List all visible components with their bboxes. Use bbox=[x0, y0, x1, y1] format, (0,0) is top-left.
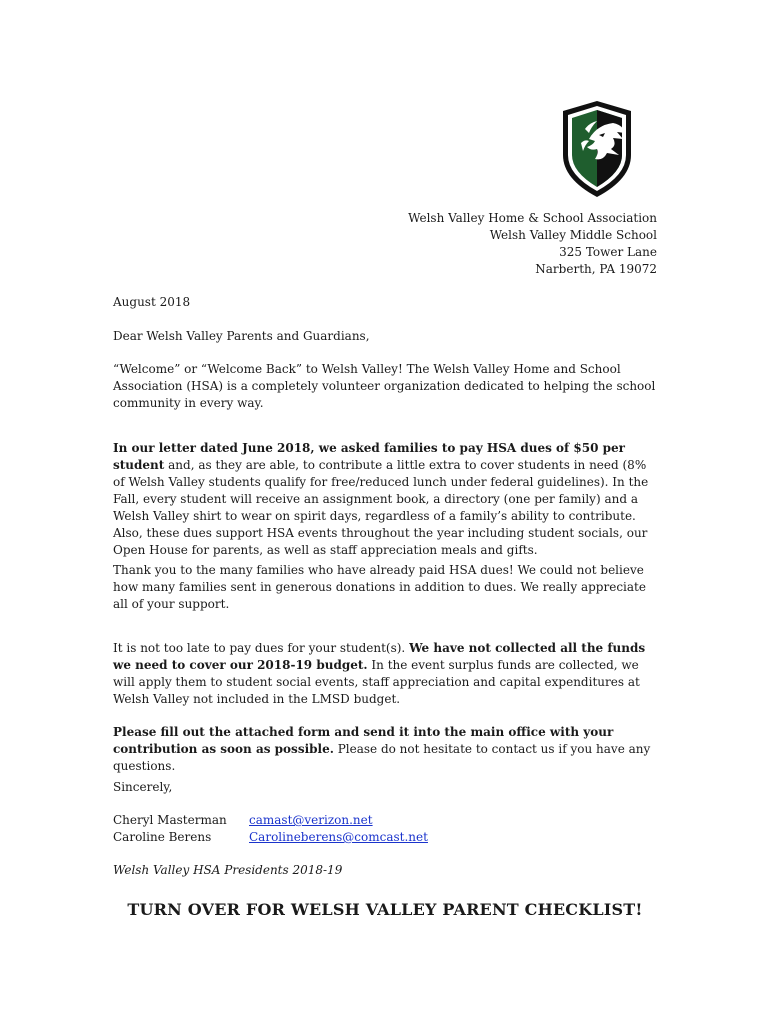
form-body: Please do not hesitate to contact us if you have any questions. bbox=[113, 742, 651, 773]
return-address bbox=[408, 210, 657, 278]
turn-over-notice: TURN OVER FOR WELSH VALLEY PARENT CHECKLIST! bbox=[127, 900, 643, 919]
address-city: Narberth, PA 19072 bbox=[535, 262, 657, 276]
signer-email-link[interactable]: Carolineberens@comcast.net bbox=[249, 830, 428, 844]
signer-row bbox=[113, 829, 428, 846]
funds-emphasis: We have not collected all the funds we need to cover our 2018-19 budget. bbox=[113, 641, 646, 672]
signature-title: Welsh Valley HSA Presidents 2018-19 bbox=[113, 863, 343, 877]
funds-body: In the event surplus funds are collected, we will apply them to student social events, staff appreciation and capital expenditures at Welsh Valley not included in the LMSD budget. bbox=[113, 658, 640, 706]
signer-name: Cheryl Masterman bbox=[113, 813, 227, 827]
address-street: 325 Tower Lane bbox=[559, 245, 657, 259]
signer-name: Caroline Berens bbox=[113, 830, 212, 844]
paragraph-form bbox=[113, 724, 658, 775]
funds-intro: It is not too late to pay dues for your student(s). bbox=[113, 641, 410, 655]
signer-email-link[interactable]: camast@verizon.net bbox=[249, 813, 373, 827]
address-org: Welsh Valley Home & School Association bbox=[408, 211, 657, 225]
salutation: Dear Welsh Valley Parents and Guardians, bbox=[113, 329, 370, 343]
closing: Sincerely, bbox=[113, 780, 173, 794]
paragraph-dues bbox=[113, 440, 658, 559]
letter-date: August 2018 bbox=[113, 295, 191, 309]
dragon-shield-icon bbox=[559, 99, 635, 199]
signers bbox=[113, 812, 428, 846]
form-emphasis: Please fill out the attached form and send it into the main office with your contribution as soon as possible. bbox=[113, 725, 614, 756]
paragraph-funds bbox=[113, 640, 658, 708]
paragraph-welcome: “Welcome” or “Welcome Back” to Welsh Valley! The Welsh Valley Home and School Association (HSA) is a completely volunteer organization dedicated to helping the school community in every way. bbox=[113, 362, 656, 410]
dues-body: and, as they are able, to contribute a little extra to cover students in need (8% of Welsh Valley students qualify for free/reduced lunch under federal guidelines). In the Fall, every student will receive an assignment book, a directory (one per family) and a Welsh Valley shirt to wear on spirit days, regardless of a family’s ability to contribute. Also, these dues support HSA events throughout the year including student socials, our Open House for parents, as well as staff appreciation meals and gifts. bbox=[113, 458, 649, 557]
dues-emphasis: In our letter dated June 2018, we asked families to pay HSA dues of $50 per student bbox=[113, 441, 625, 472]
signer-row bbox=[113, 812, 428, 829]
address-school: Welsh Valley Middle School bbox=[489, 228, 657, 242]
paragraph-thanks: Thank you to the many families who have already paid HSA dues! We could not believe how many families sent in generous donations in addition to dues. We really appreciate all of your support. bbox=[113, 563, 646, 611]
